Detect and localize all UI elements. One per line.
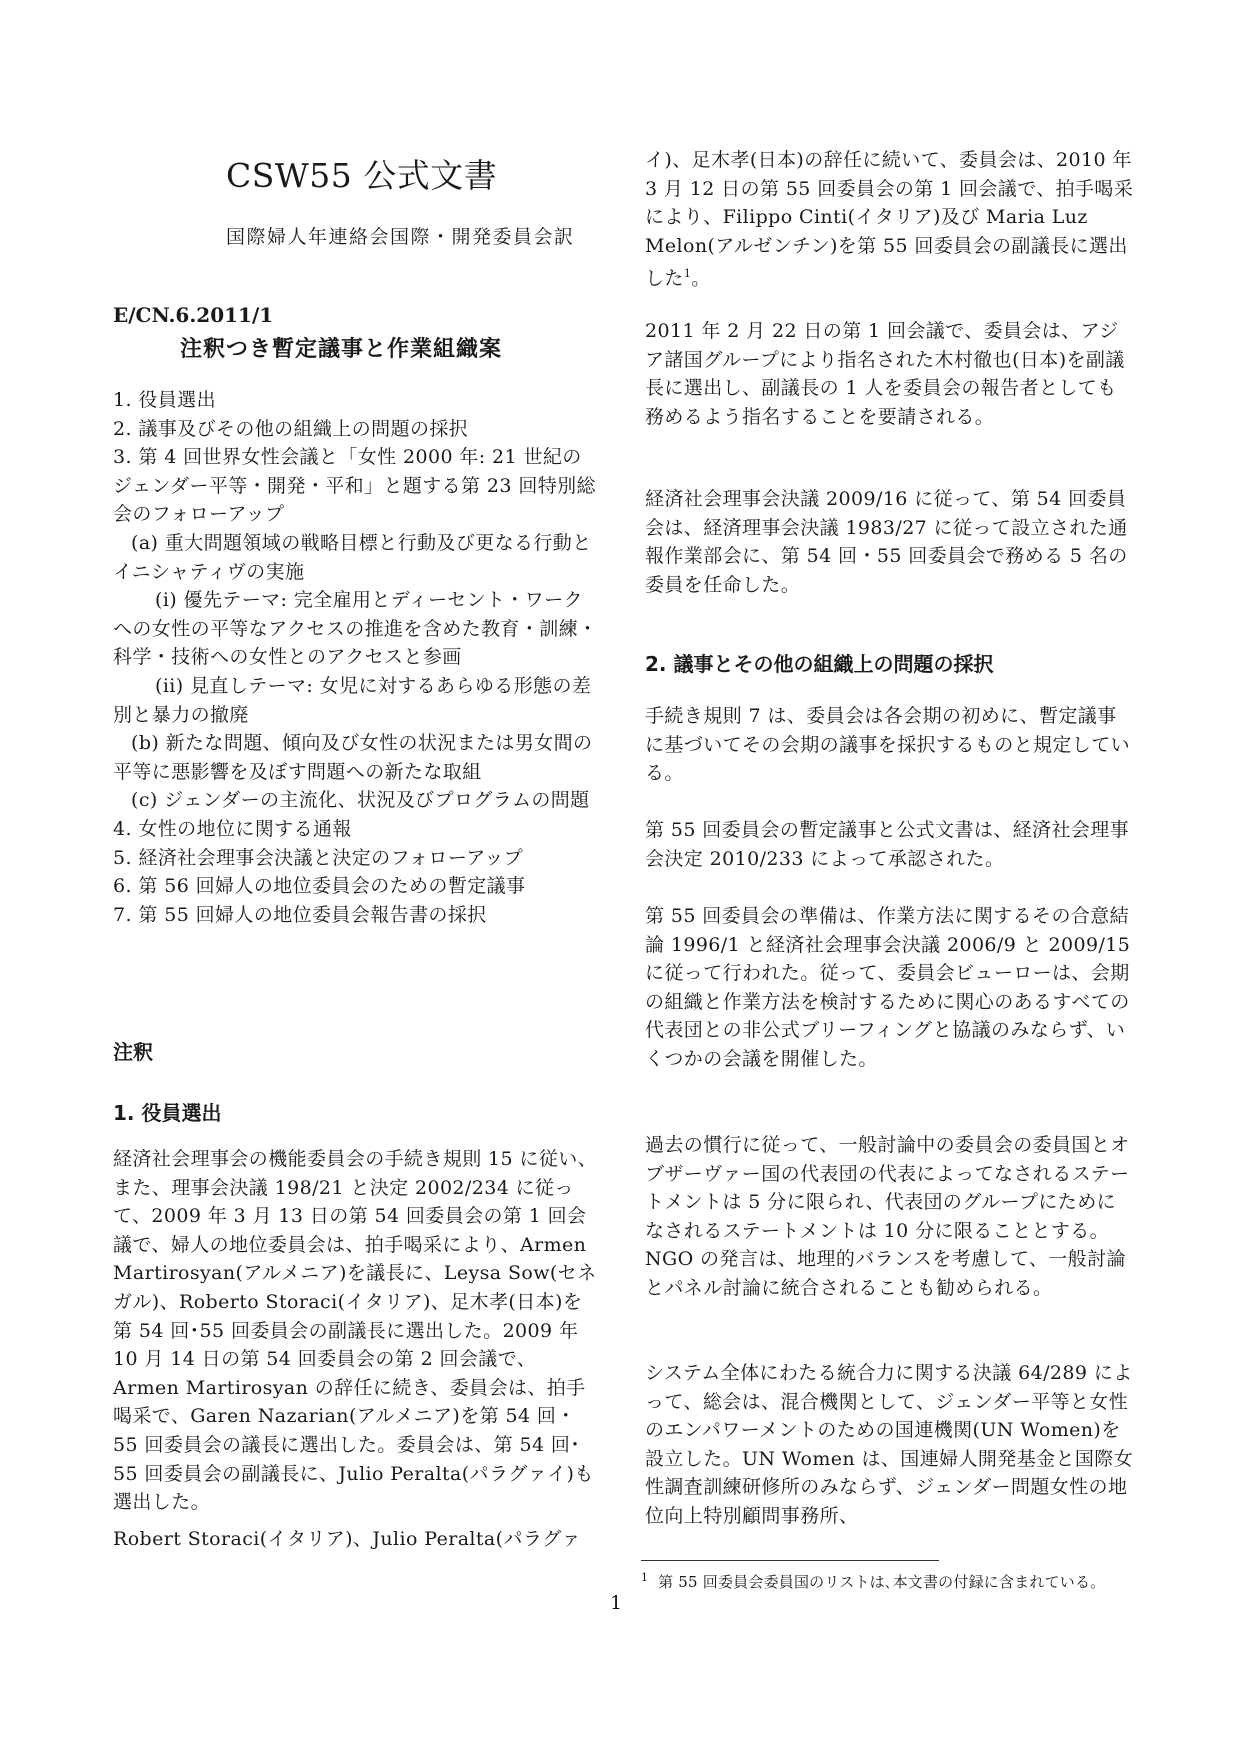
section-2-paragraph-2: 第 55 回委員会の暫定議事と公式文書は、経済社会理事会決定 2010/233 によって承認された。 [645,819,1130,870]
document-subtitle: 注釈つき暫定議事と作業組織案 [180,336,503,362]
agenda-item: 3. 第 4 回世界女性会議と「女性 2000 年: 21 世紀のジェンダー平等・開発・平和」と題する第 23 回特別総会のフォローアップ [113,446,596,526]
section-1-paragraph-2-start: Robert Storaci(イタリア)、Julio Peralta(パラグァ [113,1528,582,1550]
footnote [641,1571,1105,1592]
translator-credit: 国際婦人年連絡会国際・開発委員会訳 [226,226,575,248]
page-title: CSW55 公式文書 [226,156,498,195]
agenda-subitem: (b) 新たな問題、傾向及び女性の状況または男女間の平等に悪影響を及ぼす問題への新たな取組 [113,732,593,783]
agenda-item: 7. 第 55 回婦人の地位委員会報告書の採択 [113,903,487,926]
footnote-divider [641,1560,939,1561]
page-number: 1 [610,1592,623,1614]
agenda-list [113,386,598,929]
section-1-paragraph-3: 2011 年 2 月 22 日の第 1 回会議で、委員会は、アジア諸国グループにより指名された木村徹也(日本)を副議長に選出し、副議長の 1 人を委員会の報告者としても務めるよう指名することを要請される。 [645,320,1125,428]
section-1-paragraph-4: 経済社会理事会決議 2009/16 に従って、第 54 回委員会は、経済理事会決議 1983/27 に従って設立された通報作業部会に、第 54 回・55 回委員会で務める 5 名の委員を任命した。 [645,488,1128,596]
agenda-item: 2. 議事及びその他の組織上の問題の採択 [113,417,469,440]
section-2-paragraph-1: 手続き規則 7 は、委員会は各会期の初めに、暫定議事に基づいてその会期の議事を採択するものと規定している。 [645,705,1131,785]
agenda-subitem: (c) ジェンダーの主流化、状況及びプログラムの問題 [131,789,590,812]
footnote-reference: 1 [683,267,692,281]
agenda-subsubitem: (ii) 見直しテーマ: 女児に対するあらゆる形態の差別と暴力の撤廃 [113,674,592,726]
section-1-paragraph-2-cont [645,146,1135,293]
document-number: E/CN.6.2011/1 [113,303,274,327]
footnote-text: 第 55 回委員会委員国のリストは､本文書の付録に含まれている。 [658,1573,1106,1591]
footnote-marker: 1 [641,1571,649,1584]
agenda-item: 1. 役員選出 [113,389,216,411]
notes-heading: 注釈 [113,1040,153,1064]
agenda-subsubitem: (i) 優先テーマ: 完全雇用とディーセント・ワークへの女性の平等なアクセスの推進を含めた教育・訓練・科学・技術への女性とのアクセスと参画 [113,589,598,669]
agenda-subitem: (a) 重大問題領域の戦略目標と行動及び更なる行動とイニシャティヴの実施 [113,531,592,583]
paragraph-end: 。 [691,267,711,290]
agenda-item: 6. 第 56 回婦人の地位委員会のための暫定議事 [113,875,526,898]
paragraph-text: イ)、足木孝(日本)の辞任に続いて、委員会は、2010 年 3 月 12 日の第 55 回委員会の第 1 回会議で、拍手喝采により、Filippo Cinti(イタリア)及び Maria Luz Melon(アルゼンチン)を第 55 回委員会の副議長に選出した [645,149,1134,290]
section-2-paragraph-3: 第 55 回委員会の準備は、作業方法に関するその合意結論 1996/1 と経済社会理事会決議 2006/9 と 2009/15 に従って行われた。従って、委員会ビューローは、会期の組織と作業方法を検討するために関心のあるすべての代表団との非公式ブリーフィングと協議のみならず、いくつかの会議を開催した。 [645,905,1131,1070]
section-2-paragraph-5: システム全体にわたる統合力に関する決議 64/289 によって、総会は、混合機関として、ジェンダー平等と女性のエンパワーメントのための国連機関(UN Women)を設立した。UN Women は、国連婦人開発基金と国際女性調査訓練研修所のみならず、ジェンダー問題女性の地位向上特別顧問事務所、 [645,1362,1134,1527]
section-2-heading: 2. 議事とその他の組織上の問題の採択 [645,652,994,676]
agenda-item: 5. 経済社会理事会決議と決定のフォローアップ [113,846,524,869]
section-1-heading: 1. 役員選出 [113,1101,222,1125]
section-1-paragraph-1: 経済社会理事会の機能委員会の手続き規則 15 に従い、また、理事会決議 198/21 と決定 2002/234 に従って、2009 年 3 月 13 日の第 54 回委員会の第 1 回会議で、婦人の地位委員会は、拍手喝采により、Armen Martirosyan(アルメニア)を議長に、Leysa Sow(セネガル)、Roberto Storaci(イタリア)、足木孝(日本)を第 54 回･55 回委員会の副議長に選出した。2009 年 10 月 14 日の第 54 回委員会の第 2 回会議で、Armen Martirosyan の辞任に続き、委員会は、拍手喝采で、Garen Nazarian(アルメニア)を第 54 回・55 回委員会の議長に選出した。委員会は、第 54 回･55 回委員会の副議長に、Julio Peralta(パラグァイ)も選出した。 [113,1148,598,1514]
section-2-paragraph-4: 過去の慣行に従って、一般討論中の委員会の委員国とオブザーヴァー国の代表団の代表によってなされるステートメントは 5 分に限られ、代表団のグループにためになされるステートメントは 10 分に限ることとする。NGO の発言は、地理的バランスを考慮して、一般討論とパネル討論に統合されることも勧められる。 [645,1134,1130,1299]
agenda-item: 4. 女性の地位に関する通報 [113,817,352,840]
